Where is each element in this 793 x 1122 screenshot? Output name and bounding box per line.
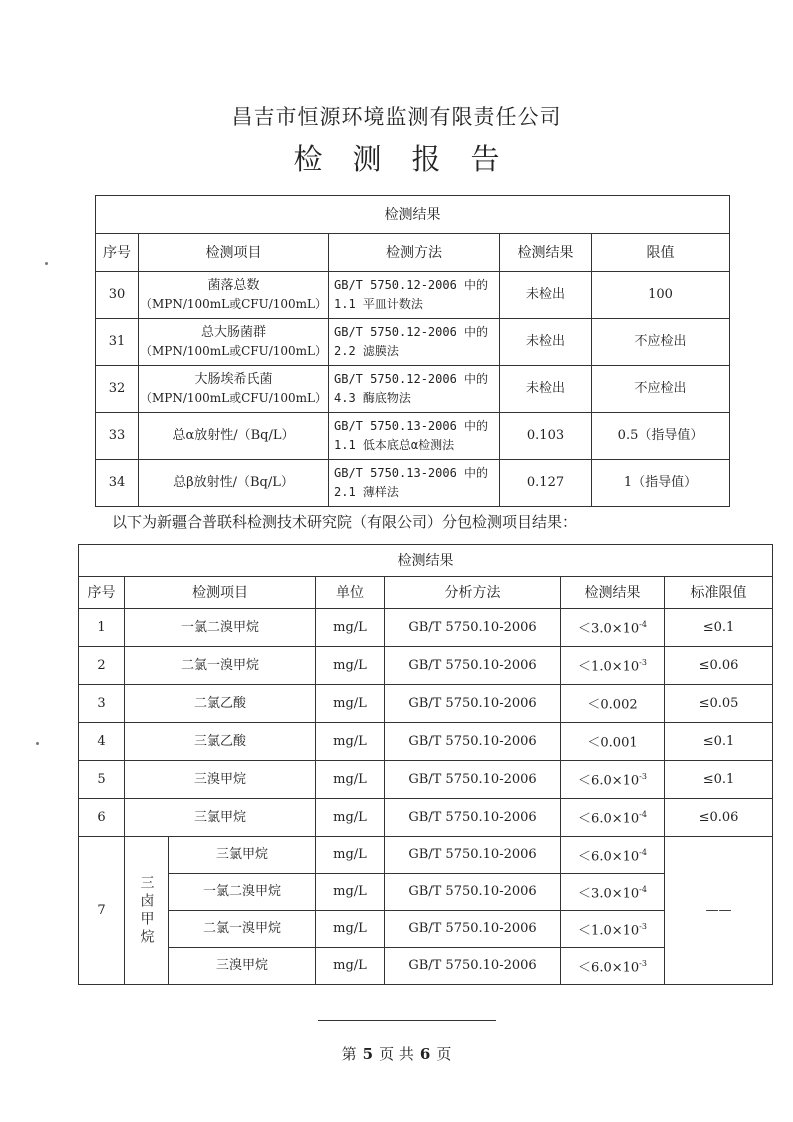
method-standard: GB/T 5750.12-2006 中的 <box>334 372 489 386</box>
result-value: ＜3.0×10 <box>578 886 640 902</box>
method-standard: GB/T 5750.12-2006 中的 <box>334 278 489 292</box>
result-cell <box>561 609 665 647</box>
row-number: 34 <box>96 460 139 507</box>
col-header-limit: 标准限值 <box>665 577 773 609</box>
footer-prefix: 第 <box>341 1045 357 1063</box>
method-clause: 2.1 薄样法 <box>334 485 399 499</box>
method-cell <box>329 319 500 366</box>
result-exponent: -3 <box>639 958 647 968</box>
col-header-result: 检测结果 <box>500 234 592 272</box>
result-cell <box>561 685 665 723</box>
item-cell <box>139 366 329 413</box>
item-cell <box>139 460 329 507</box>
limit-cell: 0.5（指导值） <box>592 413 730 460</box>
method-standard: GB/T 5750.13-2006 中的 <box>334 466 489 480</box>
scan-speck <box>45 262 48 265</box>
table-caption: 检测结果 <box>96 196 730 234</box>
result-exponent: -4 <box>639 810 647 820</box>
unit-cell: mg/L <box>316 837 385 874</box>
item-cell: 二氯一溴甲烷 <box>169 911 316 948</box>
item-cell <box>139 319 329 366</box>
method-standard: GB/T 5750.13-2006 中的 <box>334 419 489 433</box>
unit-cell: mg/L <box>316 799 385 837</box>
method-cell <box>329 460 500 507</box>
unit-cell: mg/L <box>316 723 385 761</box>
method-cell: GB/T 5750.10-2006 <box>385 837 561 874</box>
result-value: ＜1.0×10 <box>578 659 640 675</box>
item-name: 总α放射性/（Bq/L） <box>172 428 295 443</box>
table-row <box>79 609 773 647</box>
row-number: 30 <box>96 272 139 319</box>
report-title: 检测报告 <box>293 142 530 176</box>
limit-cell: 不应检出 <box>592 319 730 366</box>
row-number: 32 <box>96 366 139 413</box>
limit-cell: ≤0.1 <box>665 609 773 647</box>
item-cell: 一氯二溴甲烷 <box>125 609 316 647</box>
limit-cell: ≤0.05 <box>665 685 773 723</box>
limit-cell: ≤0.06 <box>665 647 773 685</box>
limit-cell: ≤0.06 <box>665 799 773 837</box>
method-cell <box>329 272 500 319</box>
method-cell: GB/T 5750.10-2006 <box>385 685 561 723</box>
method-cell: GB/T 5750.10-2006 <box>385 761 561 799</box>
method-cell <box>329 366 500 413</box>
item-unit: （MPN/100mL或CFU/100mL） <box>139 391 328 405</box>
item-cell: 三氯甲烷 <box>169 837 316 874</box>
table-row <box>79 685 773 723</box>
item-unit: （MPN/100mL或CFU/100mL） <box>139 297 328 311</box>
table-row <box>79 647 773 685</box>
row-number: 4 <box>79 723 125 761</box>
result-cell: 未检出 <box>500 319 592 366</box>
item-cell: 二氯乙酸 <box>125 685 316 723</box>
col-header-method: 检测方法 <box>329 234 500 272</box>
item-cell: 一氯二溴甲烷 <box>169 874 316 911</box>
method-clause: 2.2 滤膜法 <box>334 344 399 358</box>
result-cell: 0.127 <box>500 460 592 507</box>
unit-cell: mg/L <box>316 874 385 911</box>
row-number: 5 <box>79 761 125 799</box>
unit-cell: mg/L <box>316 911 385 948</box>
subcontract-note: 以下为新疆合普联科检测技术研究院（有限公司）分包检测项目结果： <box>112 513 578 531</box>
table-row <box>79 723 773 761</box>
current-page-number: 5 <box>362 1045 374 1063</box>
footer-middle: 页 共 <box>379 1045 414 1063</box>
method-cell: GB/T 5750.10-2006 <box>385 647 561 685</box>
result-value: ＜3.0×10 <box>578 621 640 637</box>
result-cell <box>561 874 665 911</box>
group-label: 三卤甲烷 <box>138 874 155 947</box>
result-cell <box>561 799 665 837</box>
method-cell: GB/T 5750.10-2006 <box>385 948 561 985</box>
result-exponent: -4 <box>639 847 647 857</box>
table-row <box>79 837 773 874</box>
method-clause: 1.1 平皿计数法 <box>334 297 423 311</box>
result-cell <box>561 911 665 948</box>
result-exponent: -3 <box>639 772 647 782</box>
results-table-main <box>95 195 730 507</box>
result-value: ＜6.0×10 <box>578 960 640 976</box>
unit-cell: mg/L <box>316 609 385 647</box>
result-cell: 0.103 <box>500 413 592 460</box>
table-row <box>79 799 773 837</box>
limit-cell: 1（指导值） <box>592 460 730 507</box>
limit-cell: ≤0.1 <box>665 761 773 799</box>
method-cell <box>329 413 500 460</box>
col-header-limit: 限值 <box>592 234 730 272</box>
method-cell: GB/T 5750.10-2006 <box>385 609 561 647</box>
method-cell: GB/T 5750.10-2006 <box>385 874 561 911</box>
method-cell: GB/T 5750.10-2006 <box>385 723 561 761</box>
row-number: 1 <box>79 609 125 647</box>
method-standard: GB/T 5750.12-2006 中的 <box>334 325 489 339</box>
row-number: 33 <box>96 413 139 460</box>
result-value: ＜1.0×10 <box>578 923 640 939</box>
item-cell <box>139 413 329 460</box>
total-page-number: 6 <box>419 1045 431 1063</box>
unit-cell: mg/L <box>316 761 385 799</box>
result-cell <box>561 948 665 985</box>
col-header-item: 检测项目 <box>139 234 329 272</box>
table-caption: 检测结果 <box>79 545 773 577</box>
unit-cell: mg/L <box>316 647 385 685</box>
result-cell <box>561 837 665 874</box>
item-name: 大肠埃希氏菌 <box>194 372 273 387</box>
result-exponent: -3 <box>639 921 647 931</box>
item-cell: 三氯甲烷 <box>125 799 316 837</box>
method-clause: 1.1 低本底总α检测法 <box>334 438 455 452</box>
row-number: 31 <box>96 319 139 366</box>
limit-cell: 不应检出 <box>592 366 730 413</box>
result-value: ＜0.001 <box>587 735 638 751</box>
result-cell <box>561 761 665 799</box>
limit-cell: —— <box>665 837 773 985</box>
table-row <box>96 272 730 319</box>
result-exponent: -3 <box>639 658 647 668</box>
item-cell: 三氯乙酸 <box>125 723 316 761</box>
limit-cell: ≤0.1 <box>665 723 773 761</box>
item-name: 总大肠菌群 <box>200 325 266 340</box>
company-name: 昌吉市恒源环境监测有限责任公司 <box>231 105 562 129</box>
result-exponent: -4 <box>639 884 647 894</box>
item-unit: （MPN/100mL或CFU/100mL） <box>139 344 328 358</box>
table-row <box>96 413 730 460</box>
page-footer <box>0 1043 793 1064</box>
result-value: ＜0.002 <box>587 697 638 713</box>
scan-speck <box>36 742 39 745</box>
col-header-no: 序号 <box>96 234 139 272</box>
unit-cell: mg/L <box>316 948 385 985</box>
footer-suffix: 页 <box>436 1045 452 1063</box>
item-cell: 三溴甲烷 <box>125 761 316 799</box>
footer-divider <box>318 1020 496 1021</box>
item-cell <box>139 272 329 319</box>
col-header-item: 检测项目 <box>125 577 316 609</box>
item-cell: 三溴甲烷 <box>169 948 316 985</box>
row-number: 7 <box>79 837 125 985</box>
method-clause: 4.3 酶底物法 <box>334 391 411 405</box>
group-label-cell <box>125 837 169 985</box>
limit-cell: 100 <box>592 272 730 319</box>
row-number: 6 <box>79 799 125 837</box>
row-number: 2 <box>79 647 125 685</box>
result-cell: 未检出 <box>500 272 592 319</box>
result-cell: 未检出 <box>500 366 592 413</box>
table-row <box>96 366 730 413</box>
table-row <box>96 319 730 366</box>
col-header-result: 检测结果 <box>561 577 665 609</box>
row-number: 3 <box>79 685 125 723</box>
result-value: ＜6.0×10 <box>578 773 640 789</box>
col-header-no: 序号 <box>79 577 125 609</box>
col-header-unit: 单位 <box>316 577 385 609</box>
item-name: 总β放射性/（Bq/L） <box>173 475 294 490</box>
results-table-subcontract <box>78 544 773 985</box>
method-cell: GB/T 5750.10-2006 <box>385 911 561 948</box>
result-exponent: -4 <box>639 620 647 630</box>
result-value: ＜6.0×10 <box>578 811 640 827</box>
col-header-method: 分析方法 <box>385 577 561 609</box>
table-row <box>96 460 730 507</box>
result-value: ＜6.0×10 <box>578 849 640 865</box>
method-cell: GB/T 5750.10-2006 <box>385 799 561 837</box>
item-name: 菌落总数 <box>207 278 260 293</box>
item-cell: 二氯一溴甲烷 <box>125 647 316 685</box>
unit-cell: mg/L <box>316 685 385 723</box>
table-row <box>79 761 773 799</box>
result-cell <box>561 723 665 761</box>
result-cell <box>561 647 665 685</box>
